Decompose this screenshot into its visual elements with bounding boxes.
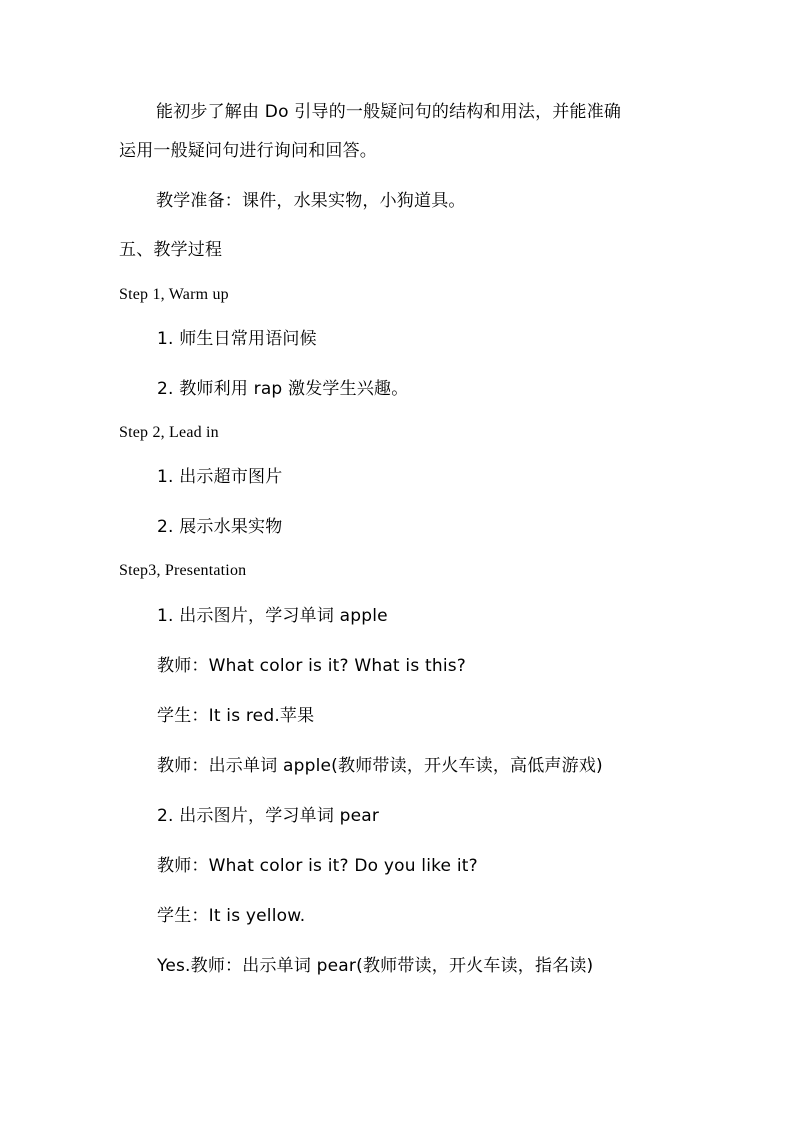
section-heading: 五、教学过程 <box>119 240 223 260</box>
step-2-item-1: 1. 出示超市图片 <box>157 467 283 487</box>
step-3-line-3: 学生：It is red.苹果 <box>157 706 315 726</box>
step-1-item-2: 2. 教师利用 rap 激发学生兴趣。 <box>157 379 409 399</box>
paragraph-line-2: 运用一般疑问句进行询问和回答。 <box>119 141 377 161</box>
step-2-heading: Step 2, Lead in <box>119 424 219 441</box>
step-3-line-4: 教师：出示单词 apple(教师带读，开火车读，高低声游戏) <box>157 756 603 776</box>
step-3-heading: Step3, Presentation <box>119 562 247 579</box>
step-1-heading: Step 1, Warm up <box>119 286 229 303</box>
step-3-line-8: Yes.教师：出示单词 pear(教师带读，开火车读，指名读) <box>157 956 594 976</box>
teaching-preparation: 教学准备：课件，水果实物，小狗道具。 <box>156 191 466 211</box>
step-3-line-7: 学生：It is yellow. <box>157 906 306 926</box>
step-1-item-1: 1. 师生日常用语问候 <box>157 329 317 349</box>
paragraph-line-1: 能初步了解由 Do 引导的一般疑问句的结构和用法，并能准确 <box>156 102 622 122</box>
step-3-line-2: 教师：What color is it? What is this? <box>157 656 467 676</box>
step-2-item-2: 2. 展示水果实物 <box>157 517 283 537</box>
step-3-line-6: 教师：What color is it? Do you like it? <box>157 856 478 876</box>
step-3-line-5: 2. 出示图片，学习单词 pear <box>157 806 380 826</box>
step-3-line-1: 1. 出示图片，学习单词 apple <box>157 606 388 626</box>
